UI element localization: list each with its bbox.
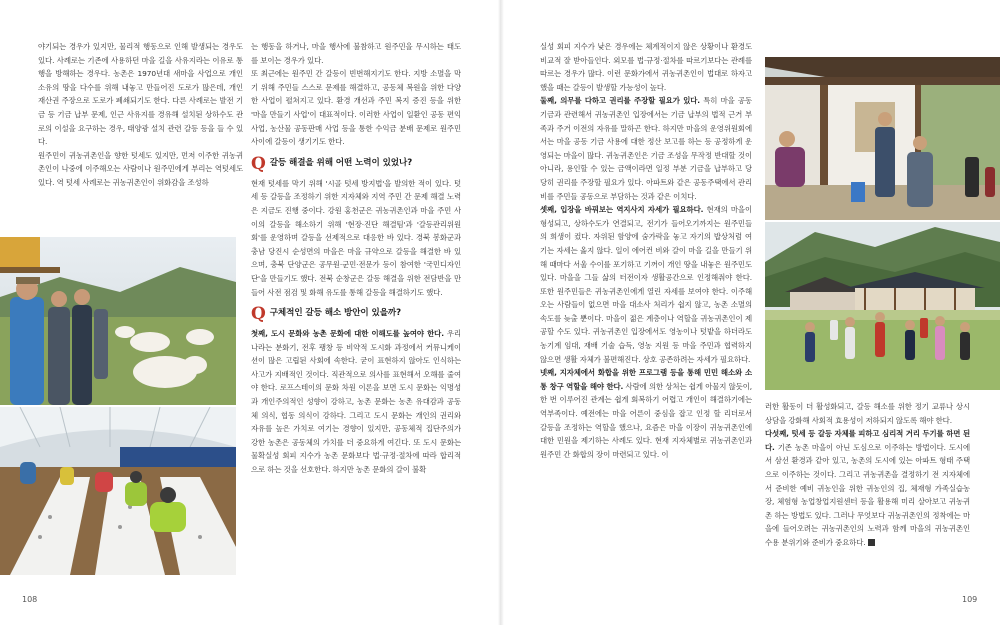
- paragraph: 실성 회피 지수가 낮은 경우에는 체계적이지 않은 상황이나 환경도 비교적 잘 받아들인다. 외모를 법·규정·절차를 따르기보다는 관례를 따르는 경우가 많다. 이런 문화가에서 귀농귀촌인이 법대로 하자고 했을 때는 갈등이 발생할 가능성이 높다.: [540, 42, 752, 92]
- paragraph: [540, 366, 752, 461]
- end-mark-icon: [868, 539, 875, 546]
- right-col4-text: [765, 400, 970, 585]
- binding-gutter: [498, 0, 504, 625]
- question-mark: Q: [251, 153, 266, 174]
- point-body: 특히 마을 공동 기금과 관련해서 귀농귀촌인 입장에서는 기금 납부의 법적 근거 부족과 주거 이전의 자유를 말하곤 한다. 하지만 마을의 운영위원회에서는 마을 공동 기금 사용에 대한 정산 보고를 하는 등 공정하게 운영되는 마을이 많다. 귀농귀촌인은 기금 조성을 무작정 반대할 것이 아니라, 용인할 수 있는 금액이라면 일정 부분 기금을 납부하고 당당히 권리를 주장할 필요가 있다. 아파트와 같은 공동주택에서 관리비를 주민들 공동으로 부담하는 것과 같은 이치다.: [540, 96, 752, 201]
- answer-body: 우리나라는 분화기, 전후 팽창 등 비약적 도시화 과정에서 커뮤니케이션이 많은 고립된 사회에 속한다. 굳이 표현하지 않아도 인식하는 사고가 지배적인 것이다. 직관적으로 의사를 표현해서 오해를 줄여야 한다. 로프스테이의 문화 차원 이론을 보면 도시 문화는 익명성과 개인주의적인 성향이 강하고, 농촌 문화는 농촌 유대감과 공동체 의식, 협동 의식이 강하다. 그리고 도시 문화는 개인의 권리와 자유를 높은 가치로 여기는 경향이 있지만, 공동체적 집단주의가 강한 농촌은 공동체의 가치를 더 중요하게 여긴다. 또 도시 문화는 물확실성 회피 지수가 농촌 문화보다 법·규정·절차에 따라 합리적으로 하는 것을 선호한다. 하지만 농촌 문화의 갈이 불확: [251, 329, 461, 475]
- answer-paragraph: 현재 텃세를 막기 위해 '시골 텃세 방지법'을 발의한 적이 있다. 텃세 등 갈등을 조정하기 위한 지자체와 지역 주민 간 문제 해결 노력은 지금도 진행 중이다. 강원 홍천군은 귀농귀촌인과 마을 주민 사이의 갈등을 해소하기 위해 '현장·진단 해결팀'과 '갈등관리위원회'를 운영하며 갈등을 선제적으로 대응한 바 있다. 경북 봉화군과 충남 당진시 순성면의 마을은 마을 규약으로 갈등을 해결한 바 있으며, 충북 단양군은 공무원·군민·전문가 등이 참여한 '국민디자인단'을 만들기도 했다. 전북 순창군은 갈등 해결을 위한 전담반을 만들어 사전 점검 및 화해 유도를 통해 갈등을 해결하기도 했다.: [251, 178, 461, 297]
- village-festival-photo: [765, 222, 1000, 390]
- question-heading-1: [251, 153, 461, 174]
- goat-farm-photo: [0, 237, 236, 405]
- right-col3-text: [540, 40, 752, 585]
- question-mark: Q: [251, 304, 266, 325]
- paragraph: [540, 94, 752, 203]
- paragraph: 원주민이 귀농귀촌인을 향한 텃세도 있지만, 먼저 이주한 귀농귀촌인이 나중에 이주해오는 사람이나 원주민에게 부리는 역텃세도 있다. 역 텃세 사례로는 귀농귀촌인이 위화감을 조성하: [38, 150, 243, 187]
- question-heading-2: [251, 304, 461, 325]
- page-number-right: 109: [962, 595, 978, 604]
- answer-paragraph: [251, 327, 461, 477]
- left-col2-text: [251, 40, 461, 585]
- paragraph: 는 행동을 하거나, 마을 행사에 불참하고 원주민을 무시하는 태도를 보이는 경우가 있다.: [251, 42, 461, 65]
- paragraph: 러한 활동이 더 활성화되고, 갈등 해소를 위한 정기 교류나 상시 상담을 강화해 사회적 효용성이 저하되지 않도록 해야 한다.: [765, 402, 970, 425]
- village-image: [765, 222, 1000, 390]
- point-lead: 셋째, 입장을 바꿔보는 역지사지 자세가 필요하다.: [540, 205, 704, 215]
- house-painting-photo: [765, 57, 1000, 220]
- point-body: 사람에 의한 상처는 쉽게 아물지 않듯이, 한 번 이루어진 관계는 쉽게 회복하기 어렵고 개인이 해결하기에는 역부족이다. 예전에는 마을 어른이 중심을 잡고 인정 할 리더로서 갈등을 조정하는 역할을 했으나, 요즘은 마을 이장이 귀농귀촌인에 대한 민원을 제기하는 사례도 있다. 현재 지자체별로 귀농귀촌인과 원주민 간 화합의 장이 마련되고 있다. 이: [540, 381, 752, 459]
- paragraph: [765, 427, 970, 549]
- answer-lead: 첫째, 도시 문화와 농촌 문화에 대한 이해도를 높여야 한다.: [251, 329, 444, 339]
- paragraph: [540, 203, 752, 366]
- paragraph: 또 최근에는 원주민 간 갈등이 빈번해지기도 한다. 지방 소멸을 막기 위해 주민들 스스로 문제를 해결하고, 공동체 복원을 위한 다양한 사업이 펼쳐지고 있다. 환경 개선과 주민 복지 증진 등을 위한 '마을 만들기 사업'이 대표적이다. 이러한 사업이 일환인 공동 편익 사업, 농산물 공동판매 사업 등을 통한 수익금 분배 문제로 원주민 사이에 갈등이 생기기도 한다.: [251, 69, 461, 147]
- paragraph: 야기되는 경우가 있지만, 물리적 행동으로 인해 발생되는 경우도 있다. 사례로는 기존에 사용하던 마을 길을 사유지라는 이유로 통행을 방해하는 경우다. 농촌은 1970년대 새마을 사업으로 개인 소유의 땅을 다수를 위해 내놓고 만들어진 도로가 많은데, 개인 재산권 주장으로 도로가 폐쇄되기도 한다. 다른 사례로는 발전 기금 등 기금 납부 문제, 인근 사유지를 경유해 설치된 상하수도 관로의 이설을 요구하는 경우, 태양광 설치 관련 갈등 등을 들 수 있다.: [38, 42, 243, 147]
- goat-farm-image: [0, 237, 236, 405]
- point-lead: 넷째, 지자체에서 화합을 위한 프로그램 등을 통해 민민 해소와 소통 창구 역할을 해야 한다.: [540, 368, 752, 391]
- greenhouse-image: [0, 407, 236, 575]
- point-lead: 다섯째, 텃세 등 갈등 자체를 피하고 심리적 거리 두기를 하면 된다.: [765, 429, 970, 452]
- point-lead: 둘째, 의무를 다하고 권리를 주장할 필요가 있다.: [540, 96, 700, 106]
- greenhouse-work-photo: [0, 407, 236, 575]
- point-body: 현재의 마을이 형성되고, 상하수도가 연결되고, 전기가 들어오기까지는 원주민들의 희생이 컸다. 자위된 함양에 숨가락을 놓고 자기의 밥상처럼 여기는 자세는 옳지 않다. 일이 에어컨 비와 갈이 마을 길을 만들기 위해 때마다 서울 수이를 포기하고 기꺼이 개인 땅을 내놓은 원주민도 있다. 마을을 그들 삶의 터전이자 생활공간으로 인정해줘야 한다. 또한 원주민들은 귀농귀촌인에게 열린 자세를 보여야 한다. 이주해오는 사람들이 없으면 마을 대소사 처리가 쉽지 않고, 농촌 소멸의 속도를 늦출 뿐이다. 마을이 젊은 계층이나 역할을 귀농귀촌인이 제공할 수도 있다. 귀농귀촌인 입장에서도 영농이나 텃밭을 하더라도 농기계 임대, 재배 기술 습득, 영농 지원 등 마을 주민과 협력하지 않으면 생활 자체가 불편해진다. 상호 공존하려는 자세가 필요하다.: [540, 205, 752, 364]
- question-title: 구체적인 갈등 해소 방안이 있을까?: [269, 308, 401, 319]
- painting-image: [765, 57, 1000, 220]
- page-number-left: 108: [22, 595, 38, 604]
- point-body: 기존 농촌 마을이 아닌 도심으로 이주하는 방법이다. 도시에서 삼선 환경과 같아 있고, 농촌의 도시에 있는 아파트 형태 주택으로 이주하는 것이다. 그리고 귀농귀촌을 결정하기 전 지자체에서 준비한 예비 귀농인을 위한 귀농인의 집, 체재형 가족실습농장, 체험형 농업창업지원센터 등을 활용해 미리 살아보고 귀농귀촌 하는 방법도 있다. 그러나 무엇보다 귀농귀촌인의 정착에는 마을에 들어오려는 귀농귀촌인의 노력과 함께 마을의 귀농귀촌인 수용 분위기와 준비가 중요하다.: [765, 442, 970, 547]
- left-col1-text: [38, 40, 243, 230]
- question-title: 갈등 해결을 위해 어떤 노력이 있었나?: [269, 157, 413, 168]
